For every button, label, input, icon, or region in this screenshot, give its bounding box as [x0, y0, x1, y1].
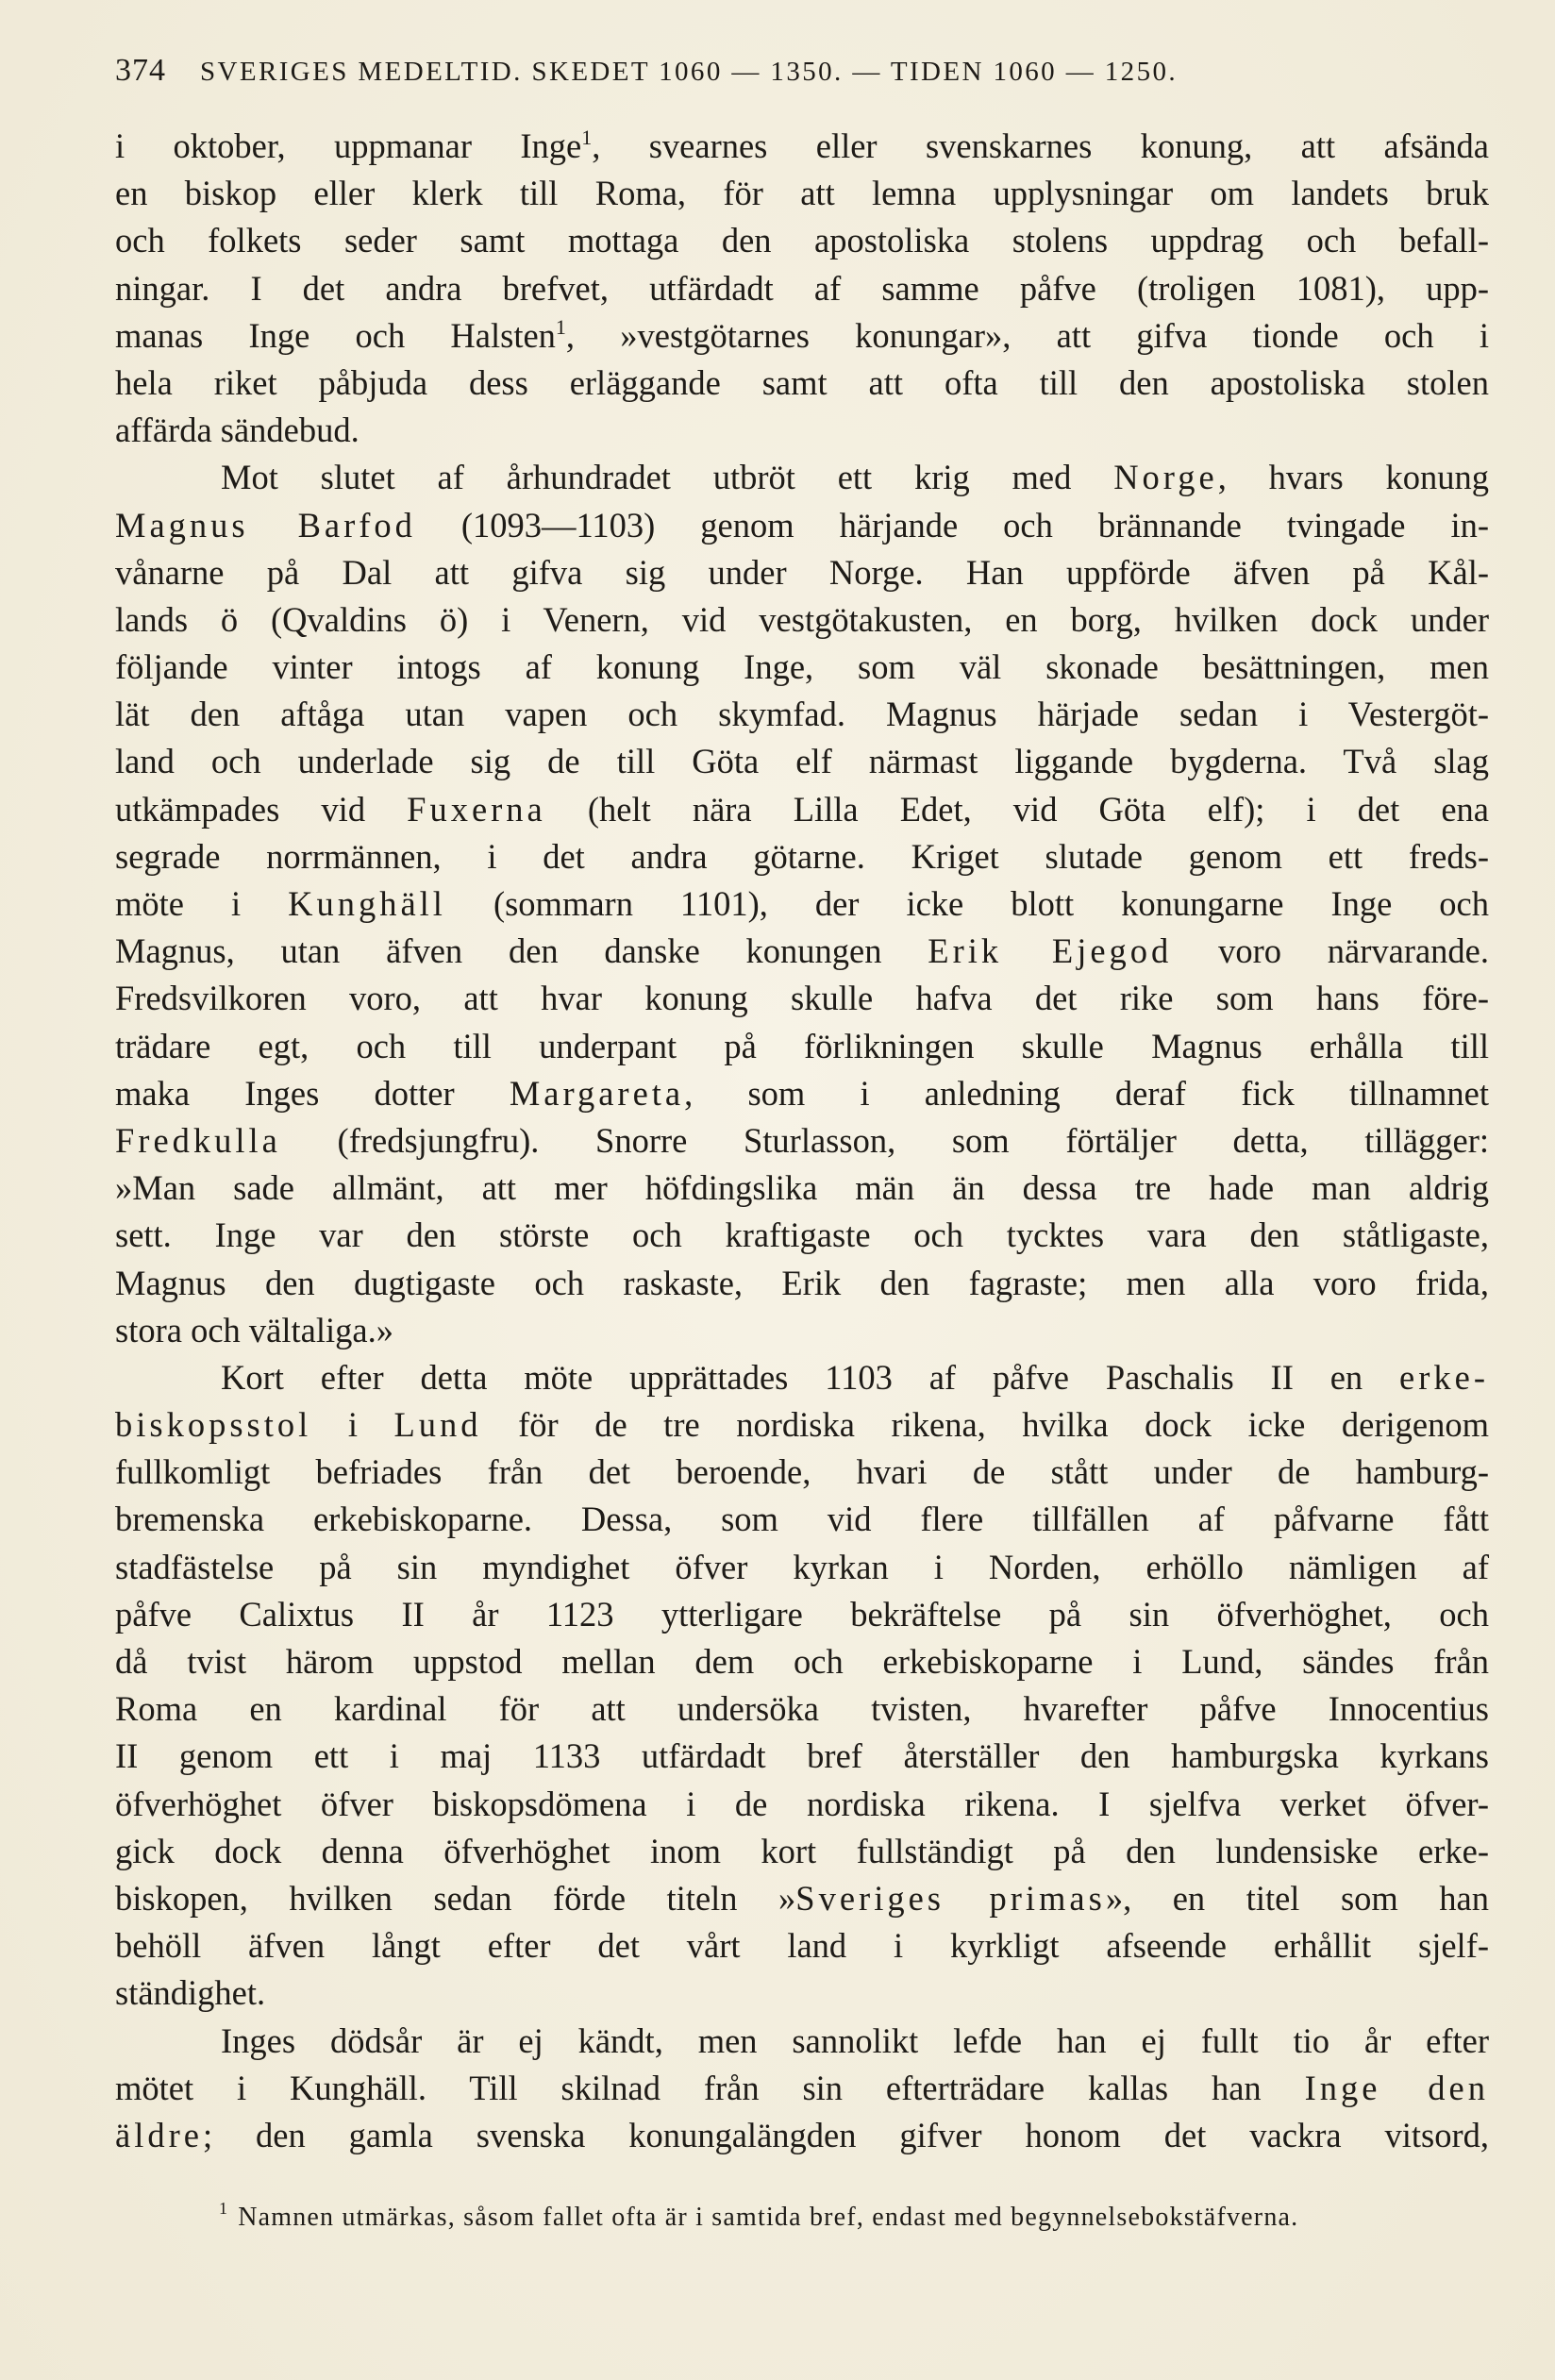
text-run: , hvars konung	[1217, 458, 1490, 497]
text-run: maka Inges dotter	[115, 1073, 510, 1113]
emphasized-text: biskopsstol	[115, 1405, 312, 1445]
text-run: lät den aftåga utan vapen och skymfad. Magnus härjade sedan i Vestergöt-	[115, 695, 1489, 734]
text-run: Magnus den dugtigaste och raskaste, Erik den fagraste; men alla voro frida,	[115, 1263, 1489, 1302]
text-line	[115, 644, 1489, 691]
text-line	[115, 1354, 1489, 1401]
text-run: Fredsvilkoren voro, att hvar konung skulle hafva det rike som hans före-	[115, 979, 1489, 1018]
emphasized-text: Inge den	[1304, 2068, 1489, 2107]
text-run: öfverhöghet öfver biskopsdömena i de nordiska rikena. I sjelfva verket öfver-	[115, 1784, 1489, 1823]
text-line	[115, 2018, 1489, 2065]
text-run: för de tre nordiska rikena, hvilka dock icke derigenom	[481, 1405, 1489, 1445]
text-run: land och underlade sig de till Göta elf närmast liggande bygderna. Två slag	[115, 742, 1489, 781]
text-line	[115, 1449, 1489, 1496]
text-run: ningar. I det andra brefvet, utfärdadt af samme påfve (troligen 1081), upp-	[115, 268, 1489, 308]
text-line	[115, 1591, 1489, 1638]
text-run: voro närvarande.	[1172, 931, 1490, 971]
text-line	[115, 1638, 1489, 1685]
emphasized-text: äldre	[115, 2115, 203, 2154]
footnote-reference: 1	[555, 314, 566, 339]
emphasized-text: Fuxerna	[407, 789, 546, 829]
text-run: », en titel som han	[1105, 1878, 1489, 1918]
page-number: 374	[115, 53, 166, 88]
text-run: Mot slutet af århundradet utbröt ett krig med	[221, 458, 1114, 497]
text-line	[115, 1165, 1489, 1212]
body-text	[115, 123, 1489, 2159]
text-run: och folkets seder samt mottaga den apostoliska stolens uppdrag och befall-	[115, 221, 1489, 260]
text-run: biskopen, hvilken sedan förde titeln »	[115, 1878, 796, 1918]
text-line	[115, 738, 1489, 785]
text-run: i oktober, uppmanar Inge	[115, 126, 582, 165]
text-run: påfve Calixtus II år 1123 ytterligare bekräftelse på sin öfverhöghet, och	[115, 1594, 1489, 1634]
text-line	[115, 1685, 1489, 1733]
text-line	[115, 123, 1489, 170]
text-line	[115, 360, 1489, 407]
text-line	[115, 880, 1489, 928]
text-run: ; den gamla svenska konungalängden gifver honom det vackra vitsord,	[202, 2115, 1489, 2154]
text-line	[115, 1307, 1489, 1354]
text-line	[115, 833, 1489, 880]
text-run: Kort efter detta möte upprättades 1103 af påfve Paschalis II en	[221, 1357, 1400, 1397]
text-run: ständighet.	[115, 1973, 266, 2013]
text-run: en biskop eller klerk till Roma, för att lemna upplysningar om landets bruk	[115, 174, 1489, 213]
text-run: i	[311, 1405, 394, 1445]
text-line	[115, 1117, 1489, 1165]
text-line	[115, 502, 1489, 549]
text-run: gick dock denna öfverhöghet inom kort fullständigt på den lundensiske erke-	[115, 1831, 1489, 1870]
text-line	[115, 1212, 1489, 1259]
text-run: affärda sändebud.	[115, 411, 359, 450]
emphasized-text: Margareta	[509, 1073, 685, 1113]
text-run: stora och vältaliga.»	[115, 1310, 393, 1349]
text-run: (1093—1103) genom härjande och brännande tvingade in-	[415, 505, 1489, 545]
text-run: manas Inge och Halsten	[115, 315, 556, 355]
text-line	[115, 975, 1489, 1022]
text-run: (sommarn 1101), der icke blott konungarne Inge och	[445, 884, 1489, 923]
text-line	[115, 217, 1489, 264]
footnote-reference: 1	[581, 126, 593, 149]
text-run: , »vestgötarnes konungar», att gifva tionde och i	[565, 315, 1489, 355]
text-line	[115, 454, 1489, 501]
text-line	[115, 549, 1489, 596]
text-line	[115, 786, 1489, 833]
text-line	[115, 1922, 1489, 1969]
text-run: II genom ett i maj 1133 utfärdadt bref återställer den hamburgska kyrkans	[115, 1736, 1489, 1776]
text-run: »Man sade allmänt, att mer höfdingslika män än dessa tre hade man aldrig	[115, 1168, 1489, 1208]
emphasized-text: Norge	[1113, 458, 1218, 497]
text-run: trädare egt, och till underpant på förlikningen skulle Magnus erhålla till	[115, 1026, 1489, 1065]
text-run: mötet i Kunghäll. Till skilnad från sin efterträdare kallas han	[115, 2068, 1305, 2107]
text-line	[115, 170, 1489, 217]
emphasized-text: erke-	[1399, 1357, 1489, 1397]
text-run: (helt nära Lilla Edet, vid Göta elf); i det ena	[545, 789, 1490, 829]
text-line	[115, 1733, 1489, 1780]
text-line	[115, 1260, 1489, 1307]
text-run: Inges dödsår är ej kändt, men sannolikt lefde han ej fullt tio år efter	[221, 2020, 1489, 2060]
text-run: vånarne på Dal att gifva sig under Norge. Han uppförde äfven på Kål-	[115, 552, 1489, 592]
text-line	[115, 1023, 1489, 1070]
text-run: då tvist härom uppstod mellan dem och erkebiskoparne i Lund, sändes från	[115, 1642, 1489, 1681]
text-run: möte i	[115, 884, 289, 923]
text-line	[115, 1496, 1489, 1543]
footnote-marker: 1	[219, 2199, 229, 2218]
text-run: , svearnes eller svenskarnes konung, att afsända	[592, 126, 1489, 165]
emphasized-text: Lund	[393, 1405, 482, 1445]
emphasized-text: Magnus Barfod	[115, 505, 416, 545]
emphasized-text: Kunghäll	[288, 884, 446, 923]
text-line	[115, 1070, 1489, 1117]
text-run: (fredsjungfru). Snorre Sturlasson, som förtäljer detta, tillägger:	[280, 1120, 1489, 1160]
text-run: Magnus, utan äfven den danske konungen	[115, 931, 928, 971]
text-run: stadfästelse på sin myndighet öfver kyrkan i Norden, erhöllo nämligen af	[115, 1547, 1489, 1586]
text-run: fullkomligt befriades från det beroende, hvari de stått under de hamburg-	[115, 1452, 1489, 1492]
footnote	[219, 2199, 1483, 2240]
text-run: , som i anledning deraf fick tillnamnet	[684, 1073, 1489, 1113]
text-run: lands ö (Qvaldins ö) i Venern, vid vestgötakusten, en borg, hvilken dock under	[115, 599, 1489, 639]
running-title: SVERIGES MEDELTID. SKEDET 1060 — 1350. — TIDEN 1060 — 1250.	[200, 57, 1179, 87]
emphasized-text: Fredkulla	[115, 1120, 281, 1160]
text-line	[115, 407, 1489, 454]
text-line	[115, 596, 1489, 644]
text-run: segrade norrmännen, i det andra götarne. Kriget slutade genom ett freds-	[115, 836, 1489, 876]
text-line	[115, 312, 1489, 360]
text-line	[115, 1828, 1489, 1875]
text-run: Roma en kardinal för att undersöka tvisten, hvarefter påfve Innocentius	[115, 1689, 1489, 1729]
text-run: bremenska erkebiskoparne. Dessa, som vid flere tillfällen af påfvarne fått	[115, 1500, 1489, 1539]
text-line	[115, 265, 1489, 312]
text-line	[115, 2112, 1489, 2159]
text-line	[115, 1401, 1489, 1449]
text-line	[115, 1875, 1489, 1922]
page-header	[115, 53, 1455, 91]
text-run: behöll äfven långt efter det vårt land i kyrkligt afseende erhållit sjelf-	[115, 1926, 1489, 1966]
footnote-text: Namnen utmärkas, såsom fallet ofta är i samtida bref, endast med begynnelsebokstäfverna.	[238, 2203, 1299, 2232]
text-line	[115, 1544, 1489, 1591]
text-line	[115, 1969, 1489, 2017]
text-line	[115, 691, 1489, 738]
text-run: sett. Inge var den störste och kraftigaste och tycktes vara den ståtligaste,	[115, 1215, 1489, 1255]
text-run: följande vinter intogs af konung Inge, som väl skonade besättningen, men	[115, 647, 1489, 687]
text-run: utkämpades vid	[115, 789, 408, 829]
text-line	[115, 1781, 1489, 1828]
text-run: hela riket påbjuda dess erläggande samt att ofta till den apostoliska stolen	[115, 362, 1489, 402]
text-line	[115, 2065, 1489, 2112]
text-line	[115, 928, 1489, 975]
emphasized-text: Erik Ejegod	[928, 931, 1173, 971]
emphasized-text: Sveriges primas	[795, 1878, 1106, 1918]
